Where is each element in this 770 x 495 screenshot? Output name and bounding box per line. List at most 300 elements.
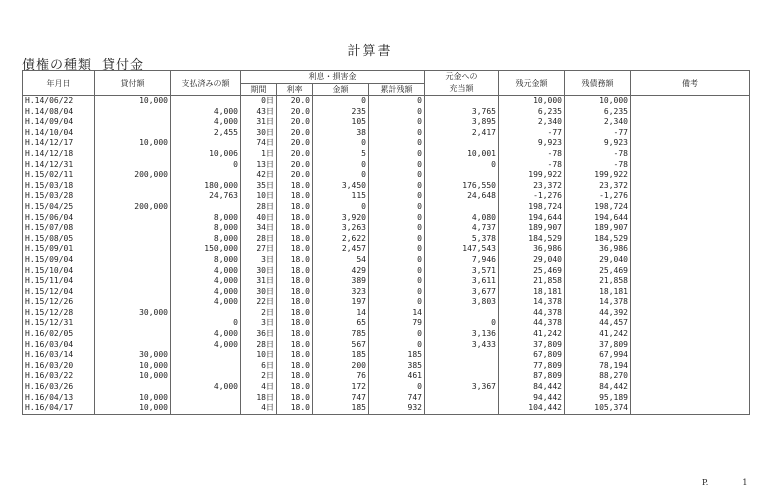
cell-rate: 18.0 [277,287,313,298]
claim-type-value: 貸付金 [102,58,145,73]
cell-remarks [631,329,750,340]
cell-rate: 18.0 [277,266,313,277]
cell-amount: 323 [313,287,369,298]
page-label: P. [702,478,709,487]
cell-loan [95,223,171,234]
header-cumulative: 累計残額 [369,83,425,96]
cell-date: H.16/03/26 [23,382,95,393]
cell-amount: 172 [313,382,369,393]
cell-principal-applied [425,361,499,372]
cell-principal-balance: 199,922 [499,170,565,181]
cell-rate: 18.0 [277,181,313,192]
cell-cumulative: 185 [369,350,425,361]
cell-rate: 18.0 [277,234,313,245]
cell-principal-applied: 3,803 [425,297,499,308]
cell-principal-applied [425,202,499,213]
cell-rate: 18.0 [277,361,313,372]
cell-principal-applied: 4,080 [425,213,499,224]
table-row [23,266,750,277]
cell-principal-balance: 18,181 [499,287,565,298]
table-row [23,149,750,160]
cell-cumulative: 0 [369,329,425,340]
cell-remarks [631,382,750,393]
table-row [23,191,750,202]
cell-loan [95,340,171,351]
cell-amount: 785 [313,329,369,340]
cell-cumulative: 79 [369,318,425,329]
table-row [23,223,750,234]
cell-rate: 18.0 [277,276,313,287]
cell-loan [95,297,171,308]
table-row [23,202,750,213]
cell-cumulative: 0 [369,234,425,245]
cell-loan: 10,000 [95,403,171,414]
cell-period: 4日 [241,403,277,414]
cell-principal-balance: 44,378 [499,308,565,319]
table-row [23,361,750,372]
cell-principal-applied: 4,737 [425,223,499,234]
cell-principal-applied [425,308,499,319]
cell-period: 0日 [241,96,277,107]
header-interest-group: 利息・損害金 [241,71,425,84]
cell-amount: 185 [313,350,369,361]
cell-principal-applied: 3,136 [425,329,499,340]
table-row [23,160,750,171]
cell-principal-balance: 21,858 [499,276,565,287]
cell-remaining-debt: -78 [565,149,631,160]
cell-remaining-debt: -1,276 [565,191,631,202]
cell-loan: 10,000 [95,138,171,149]
cell-amount: 5 [313,149,369,160]
cell-paid: 4,000 [171,329,241,340]
cell-paid [171,403,241,414]
cell-paid: 4,000 [171,266,241,277]
table-body [23,96,750,415]
cell-principal-balance: 94,442 [499,393,565,404]
cell-remaining-debt: 78,194 [565,361,631,372]
cell-period: 27日 [241,244,277,255]
cell-remaining-debt: 10,000 [565,96,631,107]
cell-remarks [631,276,750,287]
cell-rate: 18.0 [277,382,313,393]
cell-principal-balance: -1,276 [499,191,565,202]
cell-principal-applied [425,393,499,404]
cell-paid: 0 [171,318,241,329]
page-value: 1 [742,478,748,487]
cell-paid [171,393,241,404]
cell-paid: 4,000 [171,382,241,393]
cell-date: H.15/02/11 [23,170,95,181]
cell-date: H.15/11/04 [23,276,95,287]
cell-amount: 3,263 [313,223,369,234]
cell-remaining-debt: 9,923 [565,138,631,149]
cell-date: H.15/09/04 [23,255,95,266]
cell-rate: 20.0 [277,96,313,107]
cell-remarks [631,181,750,192]
cell-paid: 8,000 [171,223,241,234]
cell-principal-applied: 0 [425,160,499,171]
cell-date: H.15/12/28 [23,308,95,319]
cell-principal-balance: 184,529 [499,234,565,245]
header-principal-applied: 元金への 充当額 [425,71,499,96]
cell-principal-applied: 3,367 [425,382,499,393]
cell-principal-balance: 189,907 [499,223,565,234]
cell-remaining-debt: 25,469 [565,266,631,277]
cell-principal-applied: 3,765 [425,107,499,118]
cell-loan [95,128,171,139]
cell-principal-applied: 3,895 [425,117,499,128]
cell-principal-applied: 5,378 [425,234,499,245]
cell-paid [171,96,241,107]
cell-cumulative: 0 [369,138,425,149]
cell-rate: 18.0 [277,255,313,266]
cell-remarks [631,350,750,361]
cell-paid: 4,000 [171,107,241,118]
cell-cumulative: 0 [369,382,425,393]
cell-remarks [631,403,750,414]
cell-amount: 3,920 [313,213,369,224]
cell-paid: 4,000 [171,287,241,298]
cell-paid: 4,000 [171,340,241,351]
table-row [23,96,750,107]
cell-paid [171,350,241,361]
cell-period: 4日 [241,382,277,393]
cell-period: 10日 [241,350,277,361]
cell-date: H.14/08/04 [23,107,95,118]
cell-period: 22日 [241,297,277,308]
cell-date: H.16/03/14 [23,350,95,361]
cell-remaining-debt: 23,372 [565,181,631,192]
cell-loan: 200,000 [95,202,171,213]
table-row [23,117,750,128]
cell-cumulative: 0 [369,340,425,351]
cell-period: 34日 [241,223,277,234]
cell-period: 28日 [241,234,277,245]
cell-loan [95,287,171,298]
cell-period: 35日 [241,181,277,192]
cell-loan [95,107,171,118]
cell-loan [95,181,171,192]
cell-principal-balance: 36,986 [499,244,565,255]
cell-paid: 8,000 [171,255,241,266]
cell-principal-balance: 25,469 [499,266,565,277]
cell-remarks [631,318,750,329]
cell-period: 2日 [241,371,277,382]
cell-principal-applied [425,96,499,107]
cell-cumulative: 0 [369,117,425,128]
table-row [23,340,750,351]
cell-amount: 0 [313,160,369,171]
cell-remaining-debt: 88,270 [565,371,631,382]
cell-loan: 30,000 [95,350,171,361]
cell-paid [171,138,241,149]
cell-principal-balance: 23,372 [499,181,565,192]
header-amount: 金額 [313,83,369,96]
table-row [23,138,750,149]
cell-remaining-debt: 105,374 [565,403,631,414]
cell-cumulative: 0 [369,191,425,202]
cell-remarks [631,244,750,255]
cell-loan: 200,000 [95,170,171,181]
cell-principal-applied: 3,433 [425,340,499,351]
cell-principal-balance: -77 [499,128,565,139]
cell-principal-balance: -78 [499,149,565,160]
cell-date: H.14/06/22 [23,96,95,107]
cell-amount: 389 [313,276,369,287]
cell-cumulative: 0 [369,276,425,287]
cell-remarks [631,234,750,245]
cell-amount: 2,457 [313,244,369,255]
cell-remarks [631,107,750,118]
cell-amount: 38 [313,128,369,139]
cell-period: 43日 [241,107,277,118]
cell-date: H.15/03/18 [23,181,95,192]
cell-remaining-debt: 2,340 [565,117,631,128]
cell-remarks [631,255,750,266]
cell-principal-applied: 3,571 [425,266,499,277]
cell-cumulative: 0 [369,266,425,277]
cell-principal-balance: 104,442 [499,403,565,414]
header-date: 年月日 [23,71,95,96]
cell-amount: 105 [313,117,369,128]
table-row [23,329,750,340]
cell-remaining-debt: 37,809 [565,340,631,351]
cell-period: 30日 [241,128,277,139]
cell-cumulative: 0 [369,223,425,234]
cell-principal-balance: 10,000 [499,96,565,107]
cell-rate: 18.0 [277,318,313,329]
cell-cumulative: 461 [369,371,425,382]
cell-loan [95,244,171,255]
cell-remarks [631,160,750,171]
cell-cumulative: 385 [369,361,425,372]
cell-remaining-debt: 21,858 [565,276,631,287]
cell-rate: 18.0 [277,403,313,414]
cell-period: 10日 [241,191,277,202]
cell-cumulative: 0 [369,202,425,213]
cell-remarks [631,96,750,107]
cell-rate: 18.0 [277,393,313,404]
table-row [23,244,750,255]
cell-remaining-debt: 194,644 [565,213,631,224]
table-row [23,213,750,224]
cell-loan [95,213,171,224]
cell-remaining-debt: 41,242 [565,329,631,340]
cell-paid: 4,000 [171,117,241,128]
cell-period: 28日 [241,202,277,213]
table-row [23,276,750,287]
cell-remaining-debt: 198,724 [565,202,631,213]
table-row [23,393,750,404]
table-row [23,403,750,414]
cell-principal-balance: -78 [499,160,565,171]
cell-remarks [631,266,750,277]
cell-principal-applied: 24,648 [425,191,499,202]
cell-remaining-debt: 36,986 [565,244,631,255]
cell-remarks [631,287,750,298]
cell-amount: 429 [313,266,369,277]
cell-principal-balance: 44,378 [499,318,565,329]
cell-cumulative: 0 [369,297,425,308]
cell-principal-applied [425,403,499,414]
cell-remaining-debt: 84,442 [565,382,631,393]
cell-amount: 14 [313,308,369,319]
cell-remarks [631,128,750,139]
cell-period: 3日 [241,255,277,266]
cell-paid: 2,455 [171,128,241,139]
cell-date: H.15/04/25 [23,202,95,213]
cell-loan: 10,000 [95,96,171,107]
cell-amount: 197 [313,297,369,308]
table-row [23,255,750,266]
cell-principal-balance: 2,340 [499,117,565,128]
cell-rate: 18.0 [277,329,313,340]
cell-date: H.15/07/08 [23,223,95,234]
cell-paid: 24,763 [171,191,241,202]
cell-principal-balance: 9,923 [499,138,565,149]
cell-amount: 0 [313,202,369,213]
cell-date: H.15/08/05 [23,234,95,245]
cell-amount: 747 [313,393,369,404]
cell-amount: 2,622 [313,234,369,245]
cell-date: H.14/12/17 [23,138,95,149]
cell-loan [95,255,171,266]
cell-cumulative: 0 [369,170,425,181]
header-principal-balance: 残元金額 [499,71,565,96]
cell-date: H.15/06/04 [23,213,95,224]
calculation-table [22,70,750,415]
cell-amount: 65 [313,318,369,329]
cell-date: H.14/12/31 [23,160,95,171]
cell-remaining-debt: 29,040 [565,255,631,266]
cell-principal-applied: 147,543 [425,244,499,255]
cell-principal-applied: 10,001 [425,149,499,160]
cell-principal-applied: 3,611 [425,276,499,287]
cell-date: H.15/10/04 [23,266,95,277]
cell-rate: 18.0 [277,371,313,382]
cell-cumulative: 0 [369,244,425,255]
cell-period: 30日 [241,287,277,298]
cell-remaining-debt: -77 [565,128,631,139]
cell-remaining-debt: 189,907 [565,223,631,234]
cell-date: H.16/04/17 [23,403,95,414]
cell-principal-balance: 198,724 [499,202,565,213]
cell-remarks [631,117,750,128]
cell-loan [95,318,171,329]
cell-paid [171,202,241,213]
header-loan: 貸付額 [95,71,171,96]
cell-remaining-debt: 14,378 [565,297,631,308]
cell-remaining-debt: 67,994 [565,350,631,361]
cell-principal-balance: 194,644 [499,213,565,224]
cell-cumulative: 747 [369,393,425,404]
cell-remaining-debt: 95,189 [565,393,631,404]
cell-remaining-debt: -78 [565,160,631,171]
table-row [23,318,750,329]
cell-rate: 18.0 [277,340,313,351]
cell-remaining-debt: 6,235 [565,107,631,118]
cell-principal-applied: 7,946 [425,255,499,266]
cell-rate: 20.0 [277,128,313,139]
cell-loan [95,149,171,160]
table-row [23,287,750,298]
cell-date: H.16/02/05 [23,329,95,340]
cell-loan [95,266,171,277]
cell-paid [171,308,241,319]
header-period: 期間 [241,83,277,96]
cell-period: 42日 [241,170,277,181]
cell-date: H.15/09/01 [23,244,95,255]
cell-period: 3日 [241,318,277,329]
cell-loan: 10,000 [95,361,171,372]
cell-rate: 18.0 [277,297,313,308]
cell-period: 31日 [241,276,277,287]
cell-rate: 18.0 [277,350,313,361]
cell-cumulative: 0 [369,160,425,171]
cell-remaining-debt: 44,392 [565,308,631,319]
table-row [23,107,750,118]
cell-loan [95,382,171,393]
cell-cumulative: 14 [369,308,425,319]
cell-principal-applied [425,170,499,181]
cell-period: 40日 [241,213,277,224]
cell-principal-balance: 14,378 [499,297,565,308]
cell-date: H.16/03/04 [23,340,95,351]
cell-date: H.16/04/13 [23,393,95,404]
cell-remarks [631,223,750,234]
cell-rate: 18.0 [277,213,313,224]
cell-loan: 10,000 [95,393,171,404]
cell-amount: 185 [313,403,369,414]
cell-rate: 18.0 [277,202,313,213]
header-rate: 利率 [277,83,313,96]
cell-principal-applied [425,138,499,149]
cell-loan [95,160,171,171]
cell-principal-balance: 77,809 [499,361,565,372]
table-row [23,234,750,245]
cell-date: H.16/03/20 [23,361,95,372]
document-title: 計算書 [347,44,393,59]
cell-paid: 10,006 [171,149,241,160]
cell-amount: 235 [313,107,369,118]
cell-period: 13日 [241,160,277,171]
cell-date: H.14/12/18 [23,149,95,160]
cell-amount: 0 [313,138,369,149]
cell-principal-balance: 37,809 [499,340,565,351]
cell-remarks [631,191,750,202]
cell-paid [171,361,241,372]
cell-amount: 200 [313,361,369,372]
table-row [23,170,750,181]
cell-remarks [631,138,750,149]
cell-principal-balance: 29,040 [499,255,565,266]
cell-date: H.16/03/22 [23,371,95,382]
cell-rate: 20.0 [277,138,313,149]
cell-loan [95,117,171,128]
cell-principal-balance: 67,809 [499,350,565,361]
cell-loan: 10,000 [95,371,171,382]
cell-paid: 8,000 [171,234,241,245]
cell-principal-balance: 84,442 [499,382,565,393]
cell-amount: 0 [313,170,369,181]
cell-cumulative: 0 [369,213,425,224]
table-row [23,308,750,319]
cell-period: 30日 [241,266,277,277]
cell-principal-applied: 0 [425,318,499,329]
cell-period: 74日 [241,138,277,149]
cell-loan [95,234,171,245]
cell-rate: 20.0 [277,107,313,118]
